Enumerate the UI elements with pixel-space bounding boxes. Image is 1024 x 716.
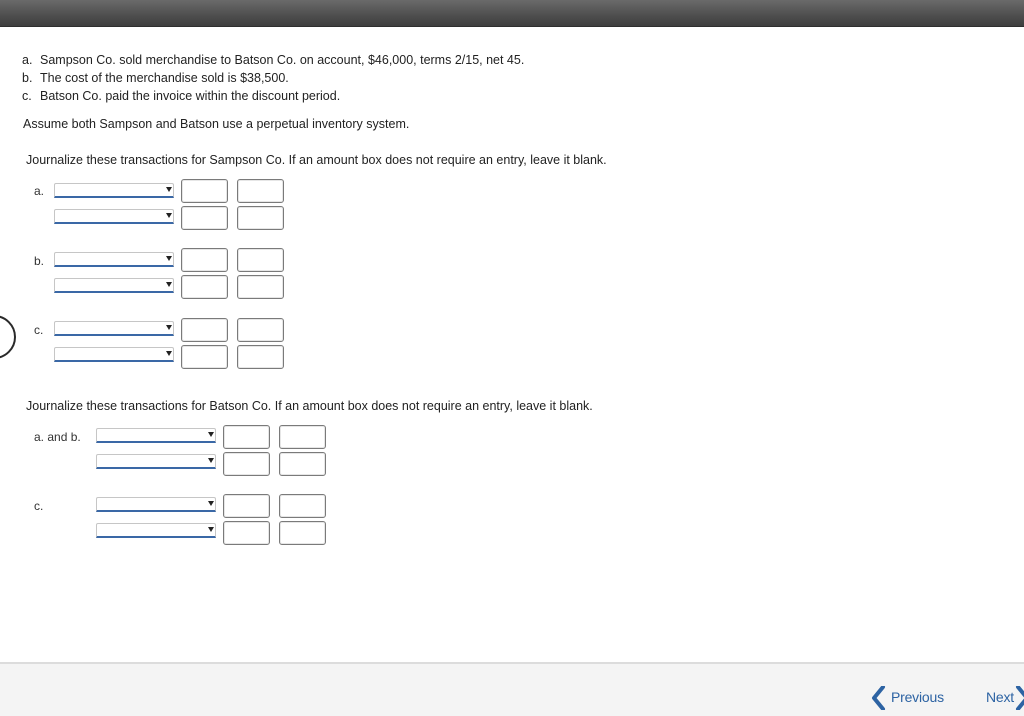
batson-ab-debit-input-2[interactable] (223, 452, 270, 476)
sampson-instruction: Journalize these transactions for Sampson Co. If an amount box does not require an entry, leave it blank. (26, 153, 607, 167)
sampson-b-debit-input-2[interactable] (181, 275, 228, 299)
sampson-entry-c-label: c. (34, 323, 44, 337)
batson-instruction: Journalize these transactions for Batson Co. If an amount box does not require an entry, leave it blank. (26, 399, 593, 413)
problem-item-letter: b. (22, 71, 33, 85)
dropdown-arrow-icon (208, 501, 214, 506)
sampson-a-account-dropdown-1[interactable] (54, 183, 174, 198)
problem-item-b (22, 70, 524, 88)
top-bar (0, 0, 1024, 27)
problem-item-a (22, 52, 524, 70)
chevron-left-icon (870, 686, 886, 710)
side-handle-circle[interactable] (0, 315, 16, 359)
dropdown-arrow-icon (166, 351, 172, 356)
dropdown-arrow-icon (166, 187, 172, 192)
problem-statement (22, 52, 524, 106)
sampson-c-debit-input-2[interactable] (181, 345, 228, 369)
next-button[interactable] (984, 686, 1024, 710)
assumption-text: Assume both Sampson and Batson use a perpetual inventory system. (23, 117, 410, 131)
problem-item-letter: c. (22, 89, 32, 103)
dropdown-arrow-icon (208, 527, 214, 532)
dropdown-arrow-icon (166, 282, 172, 287)
problem-item-text: Batson Co. paid the invoice within the discount period. (40, 89, 341, 103)
problem-item-text: The cost of the merchandise sold is $38,500. (40, 71, 289, 85)
sampson-b-account-dropdown-2[interactable] (54, 278, 174, 293)
sampson-entry-b-label: b. (34, 254, 45, 268)
sampson-c-account-dropdown-1[interactable] (54, 321, 174, 336)
next-label: Next (986, 689, 1014, 705)
batson-ab-account-dropdown-2[interactable] (96, 454, 216, 469)
sampson-b-debit-input-1[interactable] (181, 248, 228, 272)
sampson-a-credit-input-2[interactable] (237, 206, 284, 230)
chevron-right-icon (1015, 686, 1024, 710)
dropdown-arrow-icon (208, 432, 214, 437)
dropdown-arrow-icon (166, 213, 172, 218)
batson-ab-debit-input-1[interactable] (223, 425, 270, 449)
sampson-b-credit-input-1[interactable] (237, 248, 284, 272)
batson-entry-c-label: c. (34, 499, 44, 513)
batson-ab-credit-input-2[interactable] (279, 452, 326, 476)
dropdown-arrow-icon (208, 458, 214, 463)
sampson-a-debit-input-2[interactable] (181, 206, 228, 230)
batson-c-account-dropdown-1[interactable] (96, 497, 216, 512)
batson-c-credit-input-1[interactable] (279, 494, 326, 518)
dropdown-arrow-icon (166, 325, 172, 330)
batson-c-debit-input-1[interactable] (223, 494, 270, 518)
batson-ab-account-dropdown-1[interactable] (96, 428, 216, 443)
batson-c-credit-input-2[interactable] (279, 521, 326, 545)
previous-button[interactable] (870, 686, 948, 710)
sampson-b-credit-input-2[interactable] (237, 275, 284, 299)
sampson-c-account-dropdown-2[interactable] (54, 347, 174, 362)
batson-ab-credit-input-1[interactable] (279, 425, 326, 449)
sampson-entry-a-label: a. (34, 184, 45, 198)
sampson-a-debit-input-1[interactable] (181, 179, 228, 203)
previous-label: Previous (891, 689, 944, 705)
dropdown-arrow-icon (166, 256, 172, 261)
problem-item-c (22, 88, 524, 106)
sampson-c-credit-input-2[interactable] (237, 345, 284, 369)
sampson-a-credit-input-1[interactable] (237, 179, 284, 203)
sampson-b-account-dropdown-1[interactable] (54, 252, 174, 267)
batson-c-debit-input-2[interactable] (223, 521, 270, 545)
sampson-c-credit-input-1[interactable] (237, 318, 284, 342)
problem-item-text: Sampson Co. sold merchandise to Batson Co. on account, $46,000, terms 2/15, net 45. (40, 53, 525, 67)
problem-item-letter: a. (22, 53, 33, 67)
batson-c-account-dropdown-2[interactable] (96, 523, 216, 538)
sampson-a-account-dropdown-2[interactable] (54, 209, 174, 224)
batson-entry-ab-label: a. and b. (34, 430, 81, 444)
sampson-c-debit-input-1[interactable] (181, 318, 228, 342)
